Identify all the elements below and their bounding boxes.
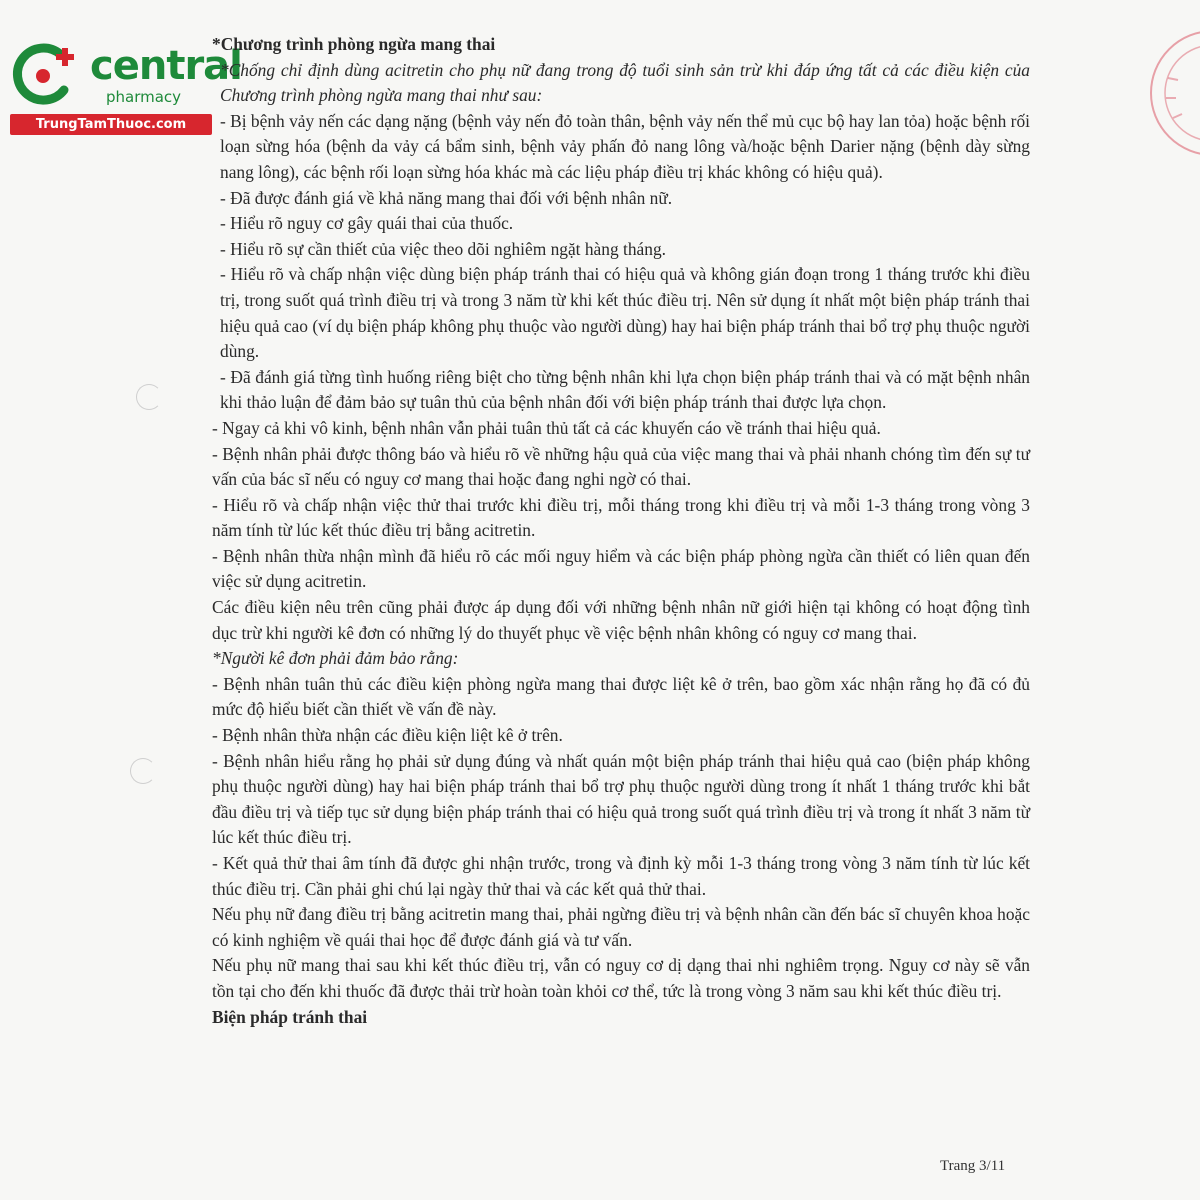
conditions-paragraph: Các điều kiện nêu trên cũng phải được áp dụng đối với những bệnh nhân nữ giới hiện tại không có hoạt động tình dục trừ khi người kê đơn có những lý do thuyết phục về việc bệnh nhân không có nguy cơ mang thai.	[212, 597, 1030, 643]
document-body	[212, 32, 1030, 1030]
contraception-heading: Biện pháp tránh thai	[212, 1006, 368, 1027]
prescriber-heading: *Người kê đơn phải đảm bảo rằng:	[212, 648, 459, 669]
page-number: Trang 3/11	[940, 1158, 1006, 1174]
condition-item: - Bệnh nhân thừa nhận mình đã hiểu rõ các mối nguy hiểm và các biện pháp phòng ngừa cần thiết có liên quan đến việc sử dụng acitretin.	[212, 545, 1030, 592]
pregnant-paragraph: Nếu phụ nữ đang điều trị bằng acitretin mang thai, phải ngừng điều trị và bệnh nhân cần đến bác sĩ chuyên khoa hoặc có kinh nghiệm về quái thai học để được đánh giá và tư vấn.	[212, 904, 1030, 950]
after-treatment-paragraph: Nếu phụ nữ mang thai sau khi kết thúc điều trị, vẫn có nguy cơ dị dạng thai nhi nghiêm trọng. Nguy cơ này sẽ vẫn tồn tại cho đến khi thuốc đã được thải trừ hoàn toàn khỏi cơ thể, tức là trong vòng 3 năm sau khi kết thúc điều trị.	[212, 955, 1030, 1001]
scan-mark	[130, 758, 156, 784]
condition-item: - Hiểu rõ nguy cơ gây quái thai của thuốc.	[220, 213, 514, 234]
brand-url[interactable]: TrungTamThuoc.com	[10, 114, 212, 135]
prescriber-item: - Bệnh nhân tuân thủ các điều kiện phòng ngừa mang thai được liệt kê ở trên, bao gồm xác nhận rằng họ đã có đủ mức độ hiểu biết cần thiết về vấn đề này.	[212, 673, 1030, 720]
prescriber-item: - Kết quả thử thai âm tính đã được ghi nhận trước, trong và định kỳ mỗi 1-3 tháng trong vòng 3 năm tính từ lúc kết thúc điều trị. Cần phải ghi chú lại ngày thử thai và các kết quả thử thai.	[212, 853, 1030, 899]
brand-subtitle: pharmacy	[106, 88, 182, 106]
central-pharmacy-logo[interactable]	[10, 36, 242, 136]
prescriber-item: - Bệnh nhân thừa nhận các điều kiện liệt kê ở trên.	[212, 725, 563, 746]
section-title: *Chương trình phòng ngừa mang thai	[212, 34, 496, 54]
intro-paragraph: *Chống chỉ định dùng acitretin cho phụ nữ đang trong độ tuổi sinh sản trừ khi đáp ứng tất cả các điều kiện của Chương trình phòng ngừa mang thai như sau:	[220, 59, 1030, 106]
condition-item: - Đã được đánh giá về khả năng mang thai đối với bệnh nhân nữ.	[220, 187, 673, 208]
brand-name: central	[90, 43, 242, 89]
scan-mark	[136, 384, 162, 410]
condition-item: - Hiểu rõ và chấp nhận việc dùng biện pháp tránh thai có hiệu quả và không gián đoạn trong 1 tháng trước khi điều trị, trong suốt quá trình điều trị và trong 3 năm từ khi kết thúc điều trị. Nên sử dụng ít nhất một biện pháp tránh thai hiệu quả cao (ví dụ biện pháp không phụ thuộc vào người dùng) hay hai biện pháp tránh thai bổ trợ phụ thuộc người dùng.	[220, 264, 1030, 362]
condition-item: - Đã đánh giá từng tình huống riêng biệt cho từng bệnh nhân khi lựa chọn biện pháp tránh thai và có mặt bệnh nhân khi thảo luận để đảm bảo sự tuân thủ của bệnh nhân đối với biện pháp tránh thai được lựa chọn.	[220, 366, 1030, 413]
central-logo-icon	[10, 40, 84, 108]
condition-item: - Hiểu rõ và chấp nhận việc thử thai trước khi điều trị, mỗi tháng trong khi điều trị và mỗi 1-3 tháng trong vòng 3 năm tính từ lúc kết thúc điều trị bằng acitretin.	[212, 494, 1030, 541]
prescriber-item: - Bệnh nhân hiểu rằng họ phải sử dụng đúng và nhất quán một biện pháp tránh thai hiệu quả cao (biện pháp không phụ thuộc người dùng) hay hai biện pháp tránh thai bổ trợ phụ thuộc người dùng trong ít nhất 1 tháng trước khi bắt đầu điều trị và tiếp tục sử dụng biện pháp tránh thai có hiệu quả trong suốt quá trình điều trị và trong ít nhất 3 năm từ lúc kết thúc điều trị.	[212, 750, 1030, 848]
condition-item: - Ngay cả khi vô kinh, bệnh nhân vẫn phải tuân thủ tất cả các khuyến cáo về tránh thai hiệu quả.	[212, 417, 881, 438]
condition-item: - Bị bệnh vảy nến các dạng nặng (bệnh vảy nến đỏ toàn thân, bệnh vảy nến thể mủ cục bộ hay lan tỏa) hoặc bệnh rối loạn sừng hóa (bệnh da vảy cá bẩm sinh, bệnh vảy phấn đỏ nang lông và/hoặc bệnh Darier nặng (bệnh dày sừng nang lông), các bệnh rối loạn sừng hóa khác mà các liệu pháp điều trị khác không có hiệu quả).	[220, 110, 1030, 182]
condition-item: - Hiểu rõ sự cần thiết của việc theo dõi nghiêm ngặt hàng tháng.	[220, 238, 666, 259]
stamp-icon	[1138, 18, 1200, 168]
condition-item: - Bệnh nhân phải được thông báo và hiểu rõ về những hậu quả của việc mang thai và phải nhanh chóng tìm đến sự tư vấn của bác sĩ nếu có nguy cơ mang thai hoặc đang nghi ngờ có thai.	[212, 443, 1030, 490]
